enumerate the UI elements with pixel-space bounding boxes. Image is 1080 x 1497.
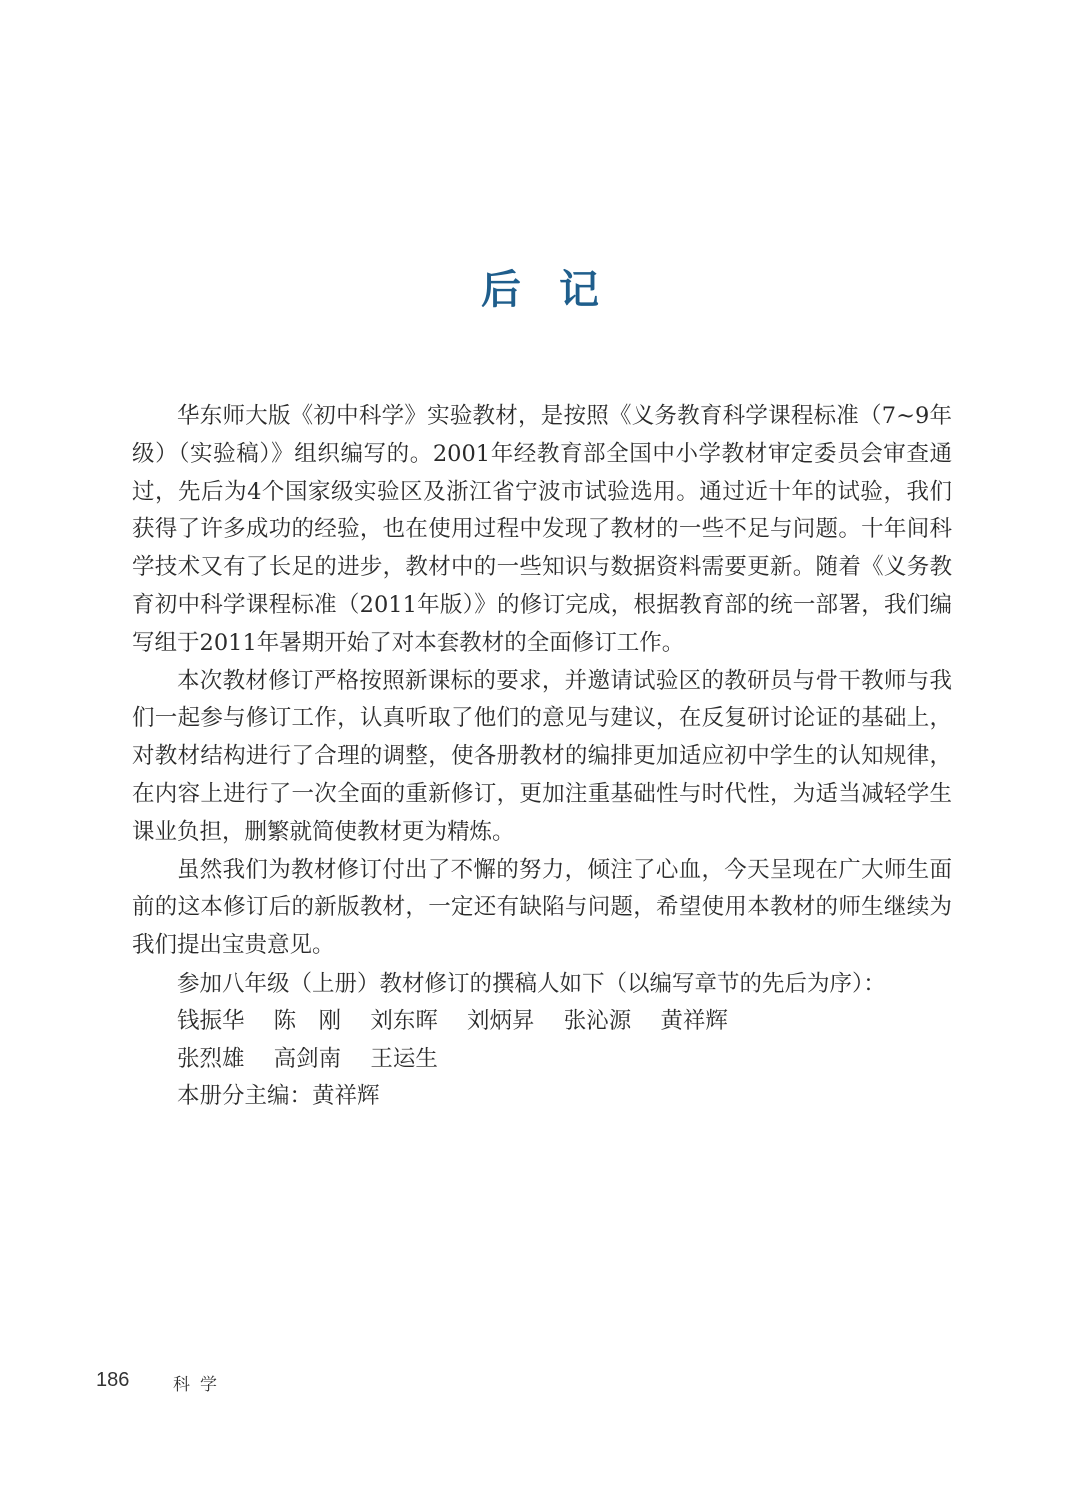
page-title: 后记 — [481, 267, 637, 313]
author-name: 刘炳昇 — [467, 1008, 535, 1034]
author-name: 陈 刚 — [273, 1008, 342, 1034]
author-name: 刘东晖 — [370, 1008, 438, 1034]
subject-label: 科学 — [173, 1375, 227, 1395]
paragraph-1: 华东师大版《初中科学》实验教材，是按照《义务教育科学课程标准（7~9年级）（实验稿）》组织编写的。2001年经教育部全国中小学教材审定委员会审查通过，先后为4个国家级实验区及浙江省宁波市试验选用。通过近十年的试验，我们获得了许多成功的经验，也在使用过程中发现了教材的一些不足与问题。十年间科学技术又有了长足的进步，教材中的一些知识与数据资料需要更新。随着《义务教育初中科学课程标准（2011年版）》的修订完成，根据教育部的统一部署，我们编写组于2011年暑期开始了对本套教材的全面修订工作。 — [132, 403, 952, 656]
authors-row-2 — [177, 1041, 460, 1079]
page-number: 186 — [96, 1369, 130, 1391]
author-name: 黄祥辉 — [660, 1008, 728, 1034]
paragraph-2: 本次教材修订严格按照新课标的要求，并邀请试验区的教研员与骨干教师与我们一起参与修订工作，认真听取了他们的意见与建议，在反复研讨论证的基础上，对教材结构进行了合理的调整，使各册教材的编排更加适应初中学生的认知规律，在内容上进行了一次全面的重新修订，更加注重基础性与时代性，为适当减轻学生课业负担，删繁就简使教材更为精炼。 — [132, 667, 952, 845]
authors-row-1 — [177, 1003, 750, 1041]
chief-editor: 本册分主编：黄祥辉 — [177, 1083, 380, 1109]
author-name: 钱振华 — [177, 1008, 245, 1034]
author-name: 高剑南 — [273, 1046, 342, 1072]
afterword-body — [132, 398, 952, 965]
authors-intro: 参加八年级（上册）教材修订的撰稿人如下（以编写章节的先后为序）： — [177, 971, 886, 997]
author-name: 张烈雄 — [177, 1046, 245, 1072]
author-name: 王运生 — [370, 1046, 438, 1072]
author-name: 张沁源 — [563, 1008, 632, 1034]
paragraph-3: 虽然我们为教材修订付出了不懈的努力，倾注了心血，今天呈现在广大师生面前的这本修订后的新版教材，一定还有缺陷与问题，希望使用本教材的师生继续为我们提出宝贵意见。 — [132, 856, 952, 959]
